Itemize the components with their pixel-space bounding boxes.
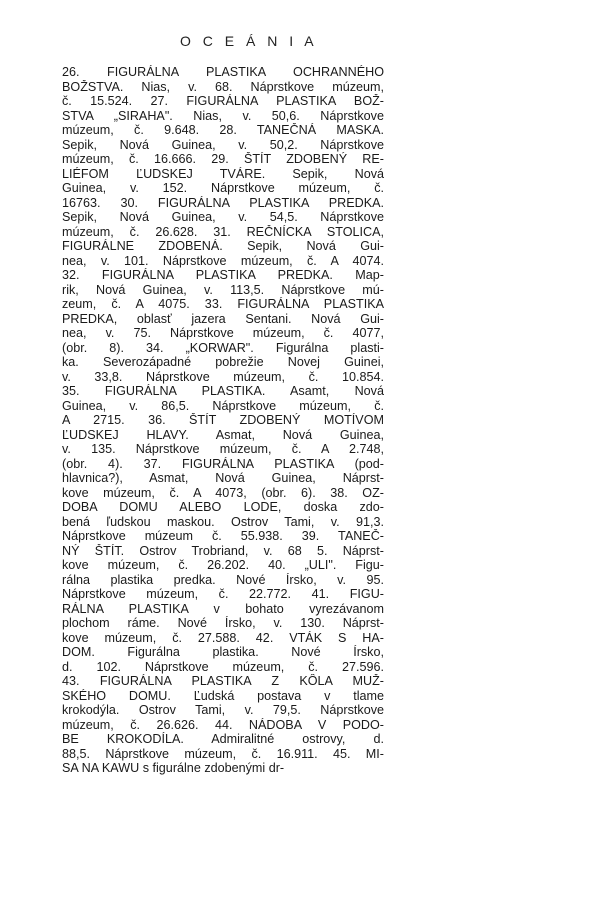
text-line: 26. FIGURÁLNA PLASTIKA OCHRANNÉHO [62, 65, 384, 79]
text-line: ka. Severozápadné pobrežie Novej Guinei, [62, 355, 384, 369]
text-line: kove múzeum, č. 26.202. 40. „ULI". Figu- [62, 558, 384, 572]
text-line: hlavnica?), Asmat, Nová Guinea, Náprst- [62, 471, 384, 485]
text-line: plochom ráme. Nové Írsko, v. 130. Náprst- [62, 616, 384, 630]
text-line: (obr. 8). 34. „KORWAR". Figurálna plasti- [62, 340, 384, 355]
text-line: STVA „SIRAHA". Nias, v. 50,6. Náprstkove [62, 108, 384, 123]
text-line: múzeum, č. 26.628. 31. REČNÍCKA STOLICA, [62, 224, 384, 239]
text-line: Náprstkove múzeum, č. 22.772. 41. FIGU- [62, 587, 384, 601]
text-line: BOŽSTVA. Nias, v. 68. Náprstkove múzeum, [62, 79, 384, 94]
text-line: SA NA KAWU s figurálne zdobenými dr- [62, 761, 285, 775]
text-line: rálna plastika predka. Nové Írsko, v. 95. [62, 572, 384, 587]
text-line: DOBA DOMU ALEBO LODE, doska zdo- [62, 500, 384, 514]
text-line: nea, v. 101. Náprstkove múzeum, č. A 4074. [62, 253, 384, 268]
text-line: bená ľudskou maskou. Ostrov Tami, v. 91,3. [62, 514, 384, 529]
text-line: Náprstkove múzeum č. 55.938. 39. TANEČ- [62, 529, 384, 543]
text-line: Sepik, Nová Guinea, v. 54,5. Náprstkove [62, 210, 384, 224]
text-line: A 2715. 36. ŠTÍT ZDOBENÝ MOTÍVOM [62, 413, 384, 427]
text-line: PREDKA, oblasť jazera Sentani. Nová Gui- [62, 311, 384, 326]
text-line: zeum, č. A 4075. 33. FIGURÁLNA PLASTIKA [62, 297, 384, 311]
text-line: Guinea, v. 86,5. Náprstkove múzeum, č. [62, 398, 384, 413]
text-line: rik, Nová Guinea, v. 113,5. Náprstkove mú- [62, 282, 384, 297]
text-line: ĽUDSKEJ HLAVY. Asmat, Nová Guinea, [62, 427, 384, 442]
left-column-text [62, 65, 384, 776]
text-line: d. 102. Náprstkove múzeum, č. 27.596. [62, 659, 384, 674]
text-line: Sepik, Nová Guinea, v. 50,2. Náprstkove [62, 137, 384, 152]
section-heading-oceania: O C E Á N I A [180, 33, 318, 49]
text-line: č. 15.524. 27. FIGURÁLNA PLASTIKA BOŽ- [62, 94, 384, 108]
text-line: múzeum, č. 26.626. 44. NÁDOBA V PODO- [62, 717, 384, 732]
text-line: FIGURÁLNE ZDOBENÁ. Sepik, Nová Gui- [62, 239, 384, 253]
text-line: DOM. Figurálna plastika. Nové Írsko, [62, 645, 384, 659]
text-line: Guinea, v. 152. Náprstkove múzeum, č. [62, 181, 384, 195]
text-line: 43. FIGURÁLNA PLASTIKA Z KÔLA MUŽ- [62, 674, 384, 688]
text-line: v. 135. Náprstkove múzeum, č. A 2.748, [62, 442, 384, 456]
text-line: 16763. 30. FIGURÁLNA PLASTIKA PREDKA. [62, 195, 384, 210]
text-line: 88,5. Náprstkove múzeum, č. 16.911. 45. MI- [62, 746, 384, 761]
text-line: nea, v. 75. Náprstkove múzeum, č. 4077, [62, 326, 384, 340]
text-line: v. 33,8. Náprstkove múzeum, č. 10.854. [62, 369, 384, 384]
text-line: LIÉFOM ĽUDSKEJ TVÁRE. Sepik, Nová [62, 166, 384, 181]
text-line: múzeum, č. 16.666. 29. ŠTÍT ZDOBENÝ RE- [62, 152, 384, 166]
text-line: krokodýla. Ostrov Tami, v. 79,5. Náprstkove [62, 703, 384, 717]
text-line: kove múzeum, č. 27.588. 42. VTÁK S HA- [62, 630, 384, 645]
text-line: 32. FIGURÁLNA PLASTIKA PREDKA. Map- [62, 268, 384, 282]
text-line: kove múzeum, č. A 4073, (obr. 6). 38. OZ- [62, 485, 384, 500]
text-line: 35. FIGURÁLNA PLASTIKA. Asamt, Nová [62, 384, 384, 398]
text-line: SKÉHO DOMU. Ľudská postava v tlame [62, 688, 384, 703]
text-line: RÁLNA PLASTIKA v bohato vyrezávanom [62, 601, 384, 616]
text-line: (obr. 4). 37. FIGURÁLNA PLASTIKA (pod- [62, 456, 384, 471]
text-line: múzeum, č. 9.648. 28. TANEČNÁ MASKA. [62, 123, 384, 137]
text-line: NÝ ŠTÍT. Ostrov Trobriand, v. 68 5. Náprst- [62, 543, 384, 558]
text-line: BE KROKODÍLA. Admiralitné ostrovy, d. [62, 732, 384, 746]
